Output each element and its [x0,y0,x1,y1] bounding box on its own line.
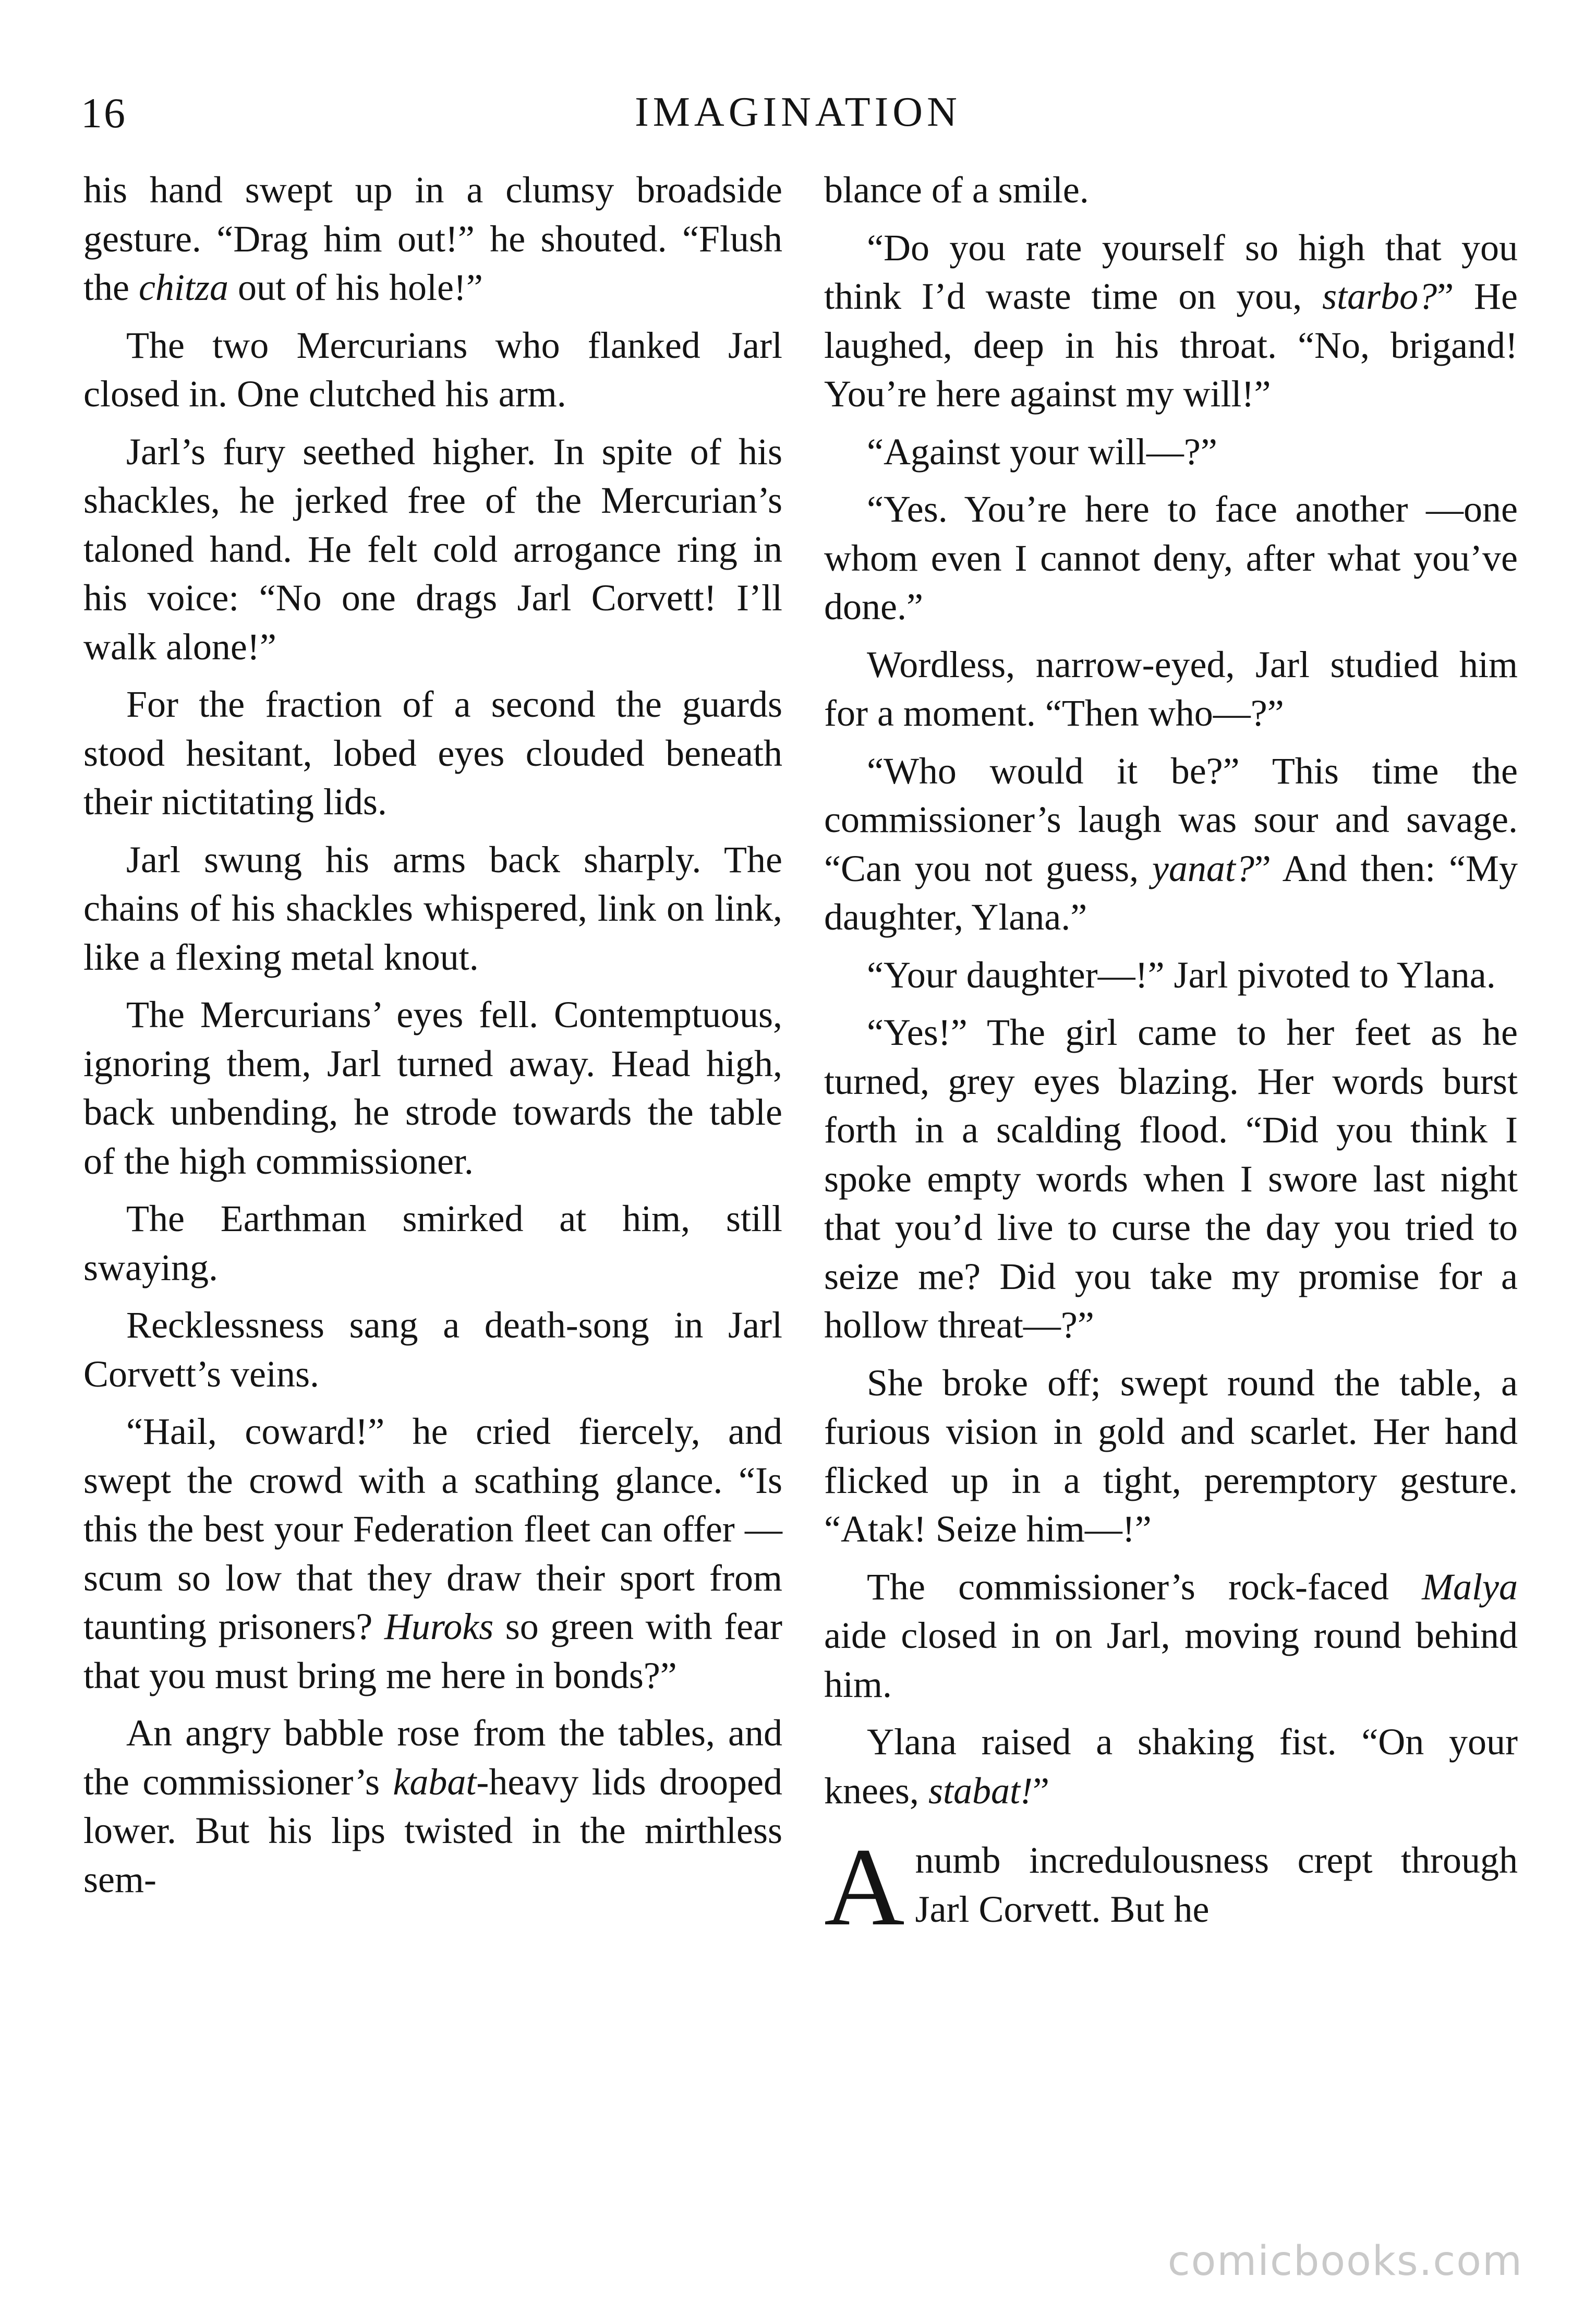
page-number: 16 [81,89,127,137]
paragraph: The Mercurians’ eyes fell. Contemptuous, ignoring them, Jarl turned away. Head high, back unbending, he strode towards the table of the high commissioner. [83,994,782,1182]
paragraph: Jarl’s fury seethed higher. In spite of his shackles, he jerked free of the Mercurian’s taloned hand. He felt cold arrogance ring in his voice: “No one drags Jarl Corvett! I’ll walk alone!” [83,430,782,668]
paragraph: Wordless, narrow-eyed, Jarl studied him for a moment. “Then who—?” [824,643,1518,734]
paragraph: “Your daughter—!” Jarl pivoted to Ylana. [867,954,1496,996]
paragraph: “Yes. You’re here to face another —one whom even I cannot deny, after what you’ve done.” [824,488,1518,628]
paragraph: Jarl swung his arms back sharply. The chains of his shackles whispered, link on link, like a flexing metal knout. [83,838,782,978]
watermark: comicbooks.com [1167,2238,1523,2285]
paragraph: his hand swept up in a clumsy broadside gesture. “Drag him out!” he shouted. “Flush the chitza out of his hole!” [83,169,782,308]
paragraph: “Who would it be?” This time the commissioner’s laugh was sour and savage. “Can you not guess, yanat?” And then: “My daughter, Ylana.” [824,750,1518,938]
paragraph: The two Mercurians who flanked Jarl closed in. One clutched his arm. [83,324,782,415]
running-head: IMAGINATION [635,89,961,135]
paragraph: “Hail, coward!” he cried fiercely, and swept the crowd with a scathing glance. “Is this the best your Federation fleet can offer — scum so low that they draw their sport from taunting prisoners? Huroks so green with fear that you must bring me here in bonds?” [83,1411,782,1696]
drop-cap-text: numb incredulousness crept through Jarl Corvett. But he [915,1839,1518,1930]
paragraph: She broke off; swept round the table, a furious vision in gold and scarlet. Her hand flicked up in a tight, peremptory gesture. “Atak! Seize him—!” [824,1362,1518,1550]
paragraph: blance of a smile. [824,169,1089,211]
paragraph: The Earthman smirked at him, still swaying. [83,1198,782,1288]
paragraph: “Do you rate yourself so high that you think I’d waste time on you, starbo?” He laughed, deep in his throat. “No, brigand! You’re here against my will!” [824,226,1518,415]
section-start-paragraph [824,1825,1518,1949]
paragraph: Recklessness sang a death-song in Jarl Corvett’s veins. [83,1304,782,1395]
paragraph: For the fraction of a second the guards stood hesitant, lobed eyes clouded beneath their nictitating lids. [83,683,782,823]
paragraph: The commissioner’s rock-faced Malya aide closed in on Jarl, moving round behind him. [824,1565,1518,1705]
paragraph: “Against your will—?” [867,430,1217,473]
paragraph: Ylana raised a shaking fist. “On your knees, stabat!” [824,1721,1518,1812]
paragraph: An angry babble rose from the tables, and the commissioner’s kabat-heavy lids drooped lower. But his lips twisted in the mirthless sem- [83,1712,782,1900]
left-column [83,166,782,1913]
right-column [824,166,1518,1949]
page-header [0,89,1596,151]
paragraph: “Yes!” The girl came to her feet as he turned, grey eyes blazing. Her words burst forth in a scalding flood. “Did you think I spoke empty words when I swore last night that you’d live to curse the day you tried to seize me? Did you take my promise for a hollow threat—?” [824,1011,1518,1346]
drop-cap: A [824,1825,905,1949]
